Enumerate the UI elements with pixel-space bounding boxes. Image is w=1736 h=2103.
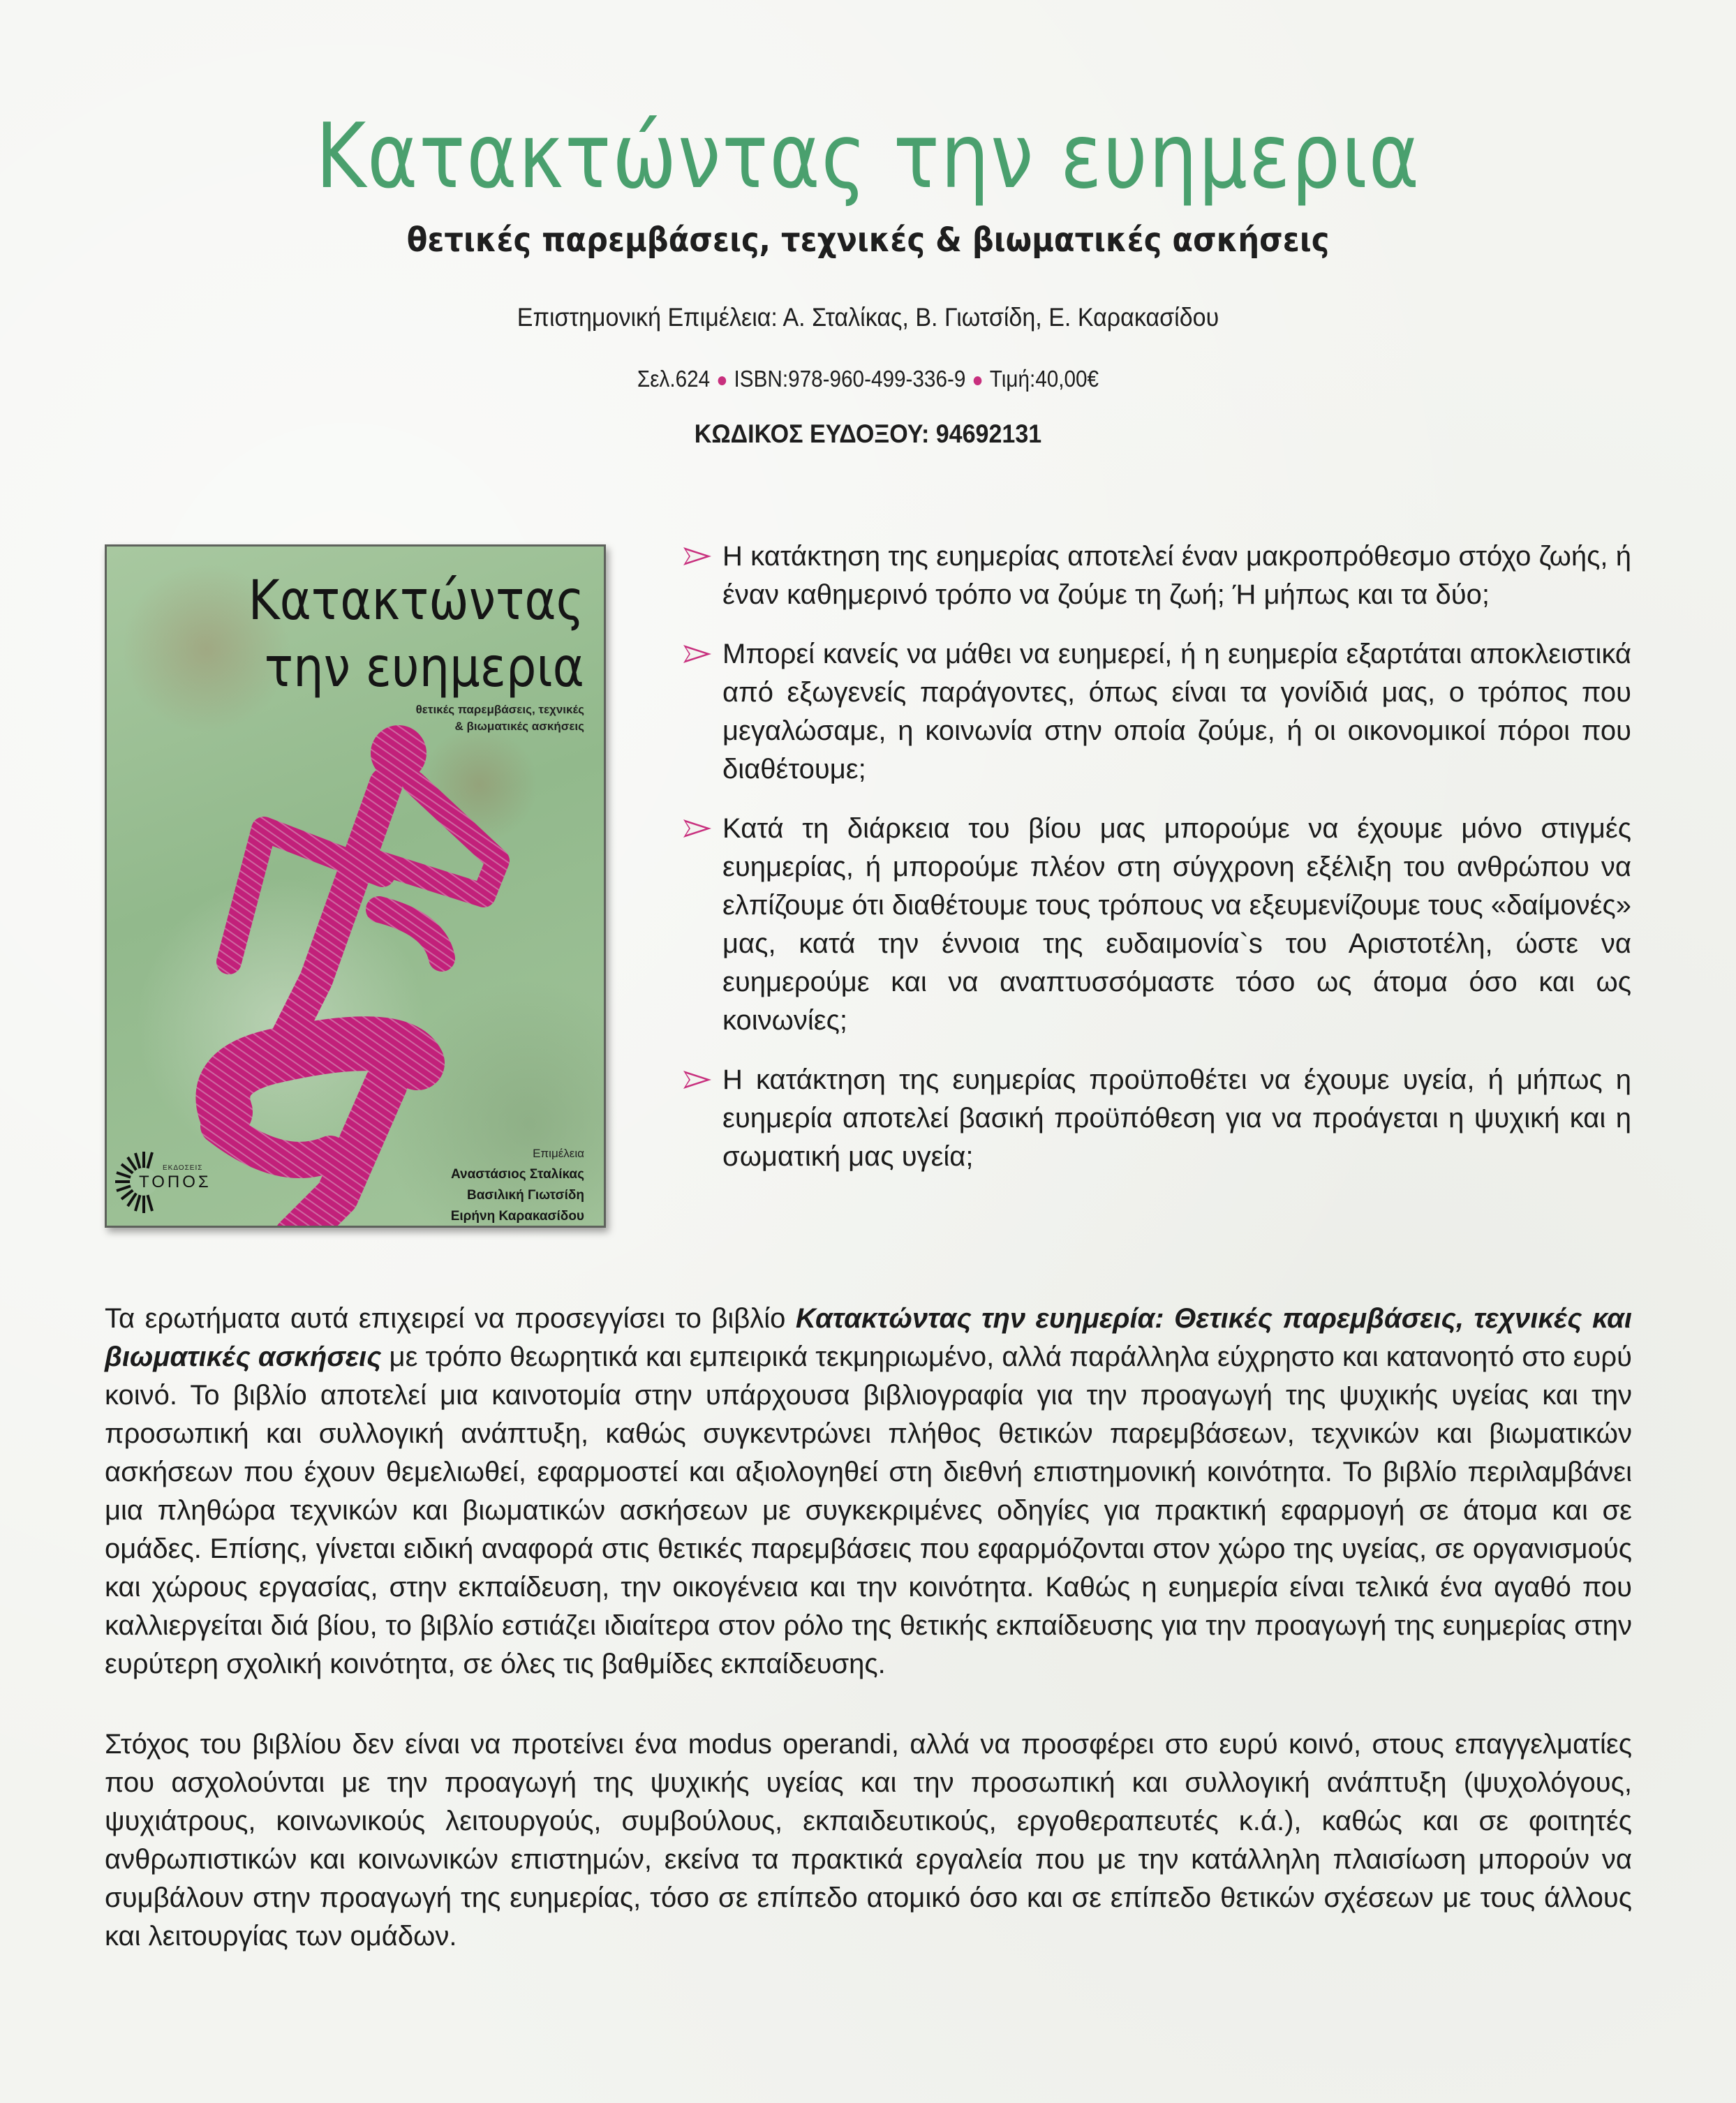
price: Τιμή:40,00€ xyxy=(989,366,1099,392)
book-info-line xyxy=(87,363,1649,396)
cover-subtitle xyxy=(416,701,584,735)
book-cover-image xyxy=(105,544,606,1228)
list-item-text: Η κατάκτηση της ευημερίας προϋποθέτει να έχουμε υγεία, ή μήπως η ευημερία αποτελεί βασική προϋπόθεση για να προάγεται η ψυχική και η σωματική μας υγεία; xyxy=(722,1064,1631,1172)
list-item xyxy=(681,635,1631,789)
bullet-dot-icon: ● xyxy=(716,369,728,392)
list-item-text: Η κατάκτηση της ευημερίας αποτελεί έναν μακροπρόθεσμο στόχο ζωής, ή έναν καθημερινό τρόπο να ζούμε τη ζωή; Ή μήπως και τα δύο; xyxy=(722,541,1631,610)
paragraph-text: Τα ερωτήματα αυτά επιχειρεί να προσεγγίσει το βιβλίο xyxy=(105,1303,796,1334)
page-count: Σελ.624 xyxy=(637,366,711,392)
list-item-text: Μπορεί κανείς να μάθει να ευημερεί, ή η ευημερία εξαρτάται αποκλειστικά από εξωγενείς παράγοντες, όπως είναι τα γονίδιά μας, ο τρόπος που μεγαλώσαμε, η κοινωνία στην οποία ζούμε, ή οι οικονομικοί πόροι που διαθέτουμε; xyxy=(722,639,1631,785)
arrow-bullet-icon xyxy=(682,1069,713,1090)
eudoxus-code: ΚΩΔΙΚΟΣ ΕΥΔΟΞΟΥ: 94692131 xyxy=(694,419,1042,448)
cover-title-line1: Κατακτώντας xyxy=(248,570,584,632)
list-item xyxy=(681,810,1631,1040)
cover-editors xyxy=(451,1143,584,1227)
arrow-bullet-icon xyxy=(682,644,713,664)
arrow-bullet-icon xyxy=(682,546,713,567)
cover-title-line2: την ευημερια xyxy=(264,637,584,699)
list-item-text: Κατά τη διάρκεια του βίου μας μπορούμε να έχουμε μόνο στιγμές ευημερίας, ή μπορούμε πλέον στη σύγχρονη εξέλιξη του ανθρώπου να ελπίζουμε ότι διαθέτουμε τους τρόπους να εξευμενίζουμε τους «δαίμονές» μας, κατά την έννοια της ευδαιμονία`s του Αριστοτέλη, ώστε να ευημερούμε και να αναπτυσσόμαστε τόσο ως άτομα όσο και ως κοινωνίες; xyxy=(722,813,1631,1036)
cover-editor-name: Αναστάσιος Σταλίκας xyxy=(450,1167,584,1182)
publisher-name: ΤΟΠΟΣ xyxy=(139,1173,212,1191)
cover-title xyxy=(248,567,584,701)
page-subtitle: θετικές παρεμβάσεις, τεχνικές & βιωματικές ασκήσεις xyxy=(406,221,1330,260)
paragraph xyxy=(105,1300,1632,1684)
cover-subtitle-line1: θετικές παρεμβάσεις, τεχνικές xyxy=(415,703,584,716)
list-item xyxy=(681,537,1631,614)
arrow-bullet-icon xyxy=(682,818,713,839)
cover-editor-role: Επιμέλεια xyxy=(533,1147,584,1160)
cover-subtitle-line2: & βιωματικές ασκήσεις xyxy=(454,720,584,733)
paragraph-text: με τρόπο θεωρητικά και εμπειρικά τεκμηριωμένο, αλλά παράλληλα εύχρηστο και κατανοητό στο ευρύ κοινό. Το βιβλίο αποτελεί μια καινοτομία στην υπάρχουσα βιβλιογραφία για την προαγωγή της ψυχικής υγείας και την προσωπική και συλλογική ανάπτυξη, καθώς συγκεντρώνει πλήθος θετικών παρεμβάσεων, τεχνικών και βιωματικών ασκήσεων που έχουν θεμελιωθεί, εφαρμοστεί και αξιολογηθεί στη διεθνή επιστημονική κοινότητα. Το βιβλίο περιλαμβάνει μια πληθώρα τεχνικών και βιωματικών ασκήσεων με συγκεκριμένες οδηγίες για πρακτική εφαρμογή σε άτομα και σε ομάδες. Επίσης, γίνεται ειδική αναφορά στις θετικές παρεμβάσεις που εφαρμόζονται στον χώρο της υγείας, σε οργανισμούς και χώρους εργασίας, στην εκπαίδευση, την οικογένεια και την κοινότητα. Καθώς η ευημερία είναι τελικά ένα αγαθό που καλλιεργείται διά βίου, το βιβλίο εστιάζει ιδιαίτερα στον ρόλο της θετικής εκπαίδευσης για την προαγωγή της ευημερίας στην ευρύτερη σχολική κοινότητα, σε όλες τις βαθμίδες εκπαίδευσης. xyxy=(105,1342,1633,1679)
cover-editor-name: Βασιλική Γιωτσίδη xyxy=(467,1188,584,1203)
editors-line: Επιστημονική Επιμέλεια: Α. Σταλίκας, Β. Γιωτσίδη, Ε. Καρακασίδου xyxy=(517,303,1219,332)
list-item xyxy=(681,1061,1631,1176)
page-title: Κατακτώντας την ευημερια xyxy=(316,105,1420,209)
question-list xyxy=(681,537,1631,1197)
publisher-small-label: ΕΚΔΟΣΕΙΣ xyxy=(163,1164,203,1172)
isbn: ISBN:978-960-499-336-9 xyxy=(734,366,966,392)
cover-editor-name: Ειρήνη Καρακασίδου xyxy=(450,1209,584,1224)
book-title-emphasis: Κατακτώντας την ευημερία: Θετικές παρεμβάσεις, τεχνικές και βιωματικές ασκήσεις xyxy=(105,1303,1632,1372)
description-body xyxy=(105,1300,1632,1998)
bullet-dot-icon: ● xyxy=(972,369,984,392)
publisher-logo xyxy=(112,1143,217,1220)
paragraph: Στόχος του βιβλίου δεν είναι να προτείνει ένα modus operandi, αλλά να προσφέρει στο ευρύ κοινό, στους επαγγελματίες που ασχολούνται με την προαγωγή της ψυχικής υγείας και την προσωπική και συλλογική ανάπτυξη (ψυχολόγους, ψυχιάτρους, κοινωνικούς λειτουργούς, συμβούλους, εκπαιδευτικούς, εργοθεραπευτές κ.ά.), καθώς και σε φοιτητές ανθρωπιστικών και κοινωνικών επιστημών, εκείνα τα πρακτικά εργαλεία που με την κατάλληλη πλαισίωση μπορούν να συμβάλουν στην προαγωγή της ευημερίας, τόσο σε επίπεδο ατομικό όσο και σε επίπεδο θετικών σχέσεων με τους άλλους και λειτουργίας των ομάδων. xyxy=(105,1729,1632,1952)
